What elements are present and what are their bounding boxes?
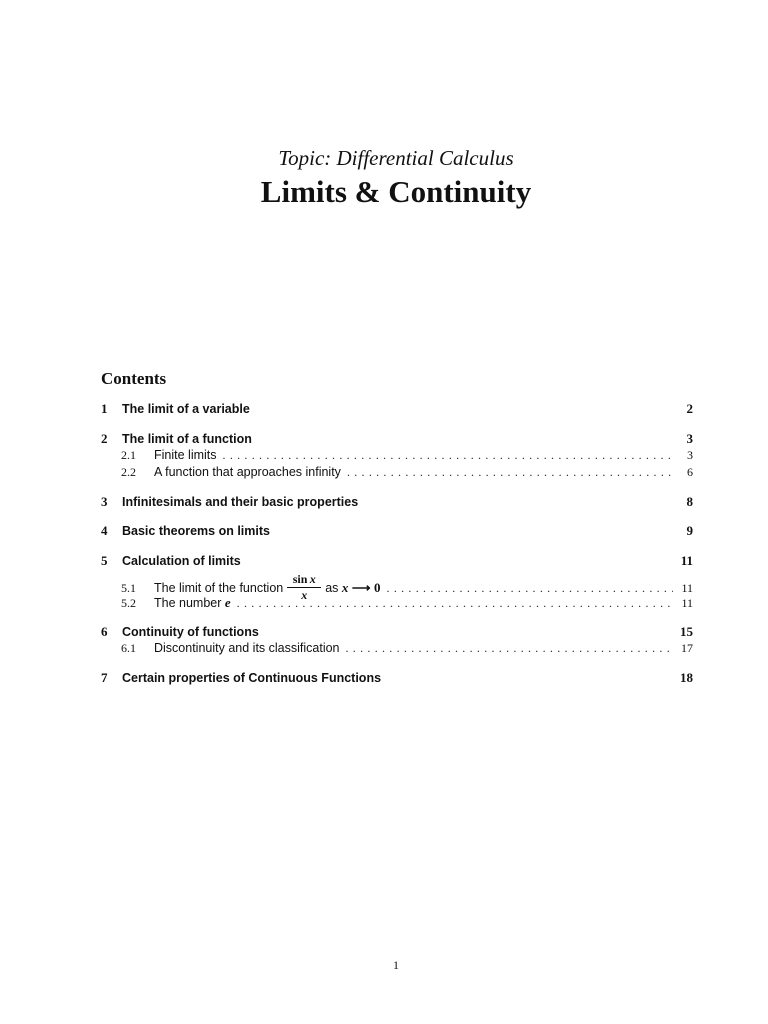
subsection-page: 6: [687, 465, 693, 479]
section-page: 3: [686, 431, 693, 446]
math-target: 0: [374, 579, 381, 595]
subsection-page: 11: [681, 580, 693, 595]
section-page: 18: [680, 670, 693, 685]
section-number: 1: [101, 401, 108, 416]
contents-heading: Contents: [101, 369, 167, 388]
subsection-page: 11: [681, 596, 693, 610]
toc-section-5[interactable]: [101, 553, 693, 571]
toc-section-1[interactable]: [101, 401, 693, 419]
section-page: 8: [686, 494, 693, 509]
section-number: 3: [101, 494, 108, 509]
section-title: Certain properties of Continuous Functions: [122, 671, 382, 685]
document-title: Limits & Continuity: [260, 174, 532, 209]
section-number: 2: [101, 431, 108, 446]
toc-subsection-6-1[interactable]: [121, 641, 693, 659]
subsection-title: A function that approaches infinity: [154, 465, 341, 479]
subsection-number: 5.1: [121, 580, 136, 595]
subsection-title: Finite limits: [154, 448, 217, 462]
toc-section-3[interactable]: [101, 494, 693, 512]
section-number: 6: [101, 624, 108, 639]
fraction-numerator-var: x: [309, 572, 316, 586]
dot-leader: [341, 465, 673, 480]
toc-section-2[interactable]: [101, 431, 693, 449]
page-number: 1: [393, 958, 399, 972]
section-page: 2: [686, 401, 693, 416]
toc-subsection-5-2[interactable]: [121, 595, 693, 613]
section-number: 4: [101, 523, 108, 538]
subsection-title: Discontinuity and its classification: [154, 641, 340, 655]
subsection-page: 17: [681, 641, 693, 655]
fraction-numerator-fn: sin: [292, 572, 308, 586]
dot-leader: [217, 448, 673, 463]
subsection-number: 2.1: [121, 448, 136, 462]
fraction-denominator: x: [301, 588, 308, 602]
section-title: The limit of a variable: [122, 402, 250, 416]
section-number: 5: [101, 553, 108, 568]
toc-subsection-2-1[interactable]: [121, 448, 693, 466]
topic-subtitle: Topic: Differential Calculus: [278, 146, 514, 170]
subsection-number: 2.2: [121, 465, 136, 479]
section-title: Basic theorems on limits: [122, 524, 270, 538]
math-variable: x: [341, 579, 349, 595]
toc-section-7[interactable]: [101, 670, 693, 688]
subsection-number: 6.1: [121, 641, 136, 655]
dot-leader: [340, 641, 674, 656]
subsection-title-prefix: The limit of the function: [154, 580, 284, 595]
subsection-title-mid: as: [325, 580, 339, 595]
section-number: 7: [101, 670, 108, 685]
subsection-title-prefix: The number: [154, 596, 222, 610]
section-page: 15: [680, 624, 693, 639]
toc-section-6[interactable]: [101, 624, 693, 642]
subsection-number: 5.2: [121, 596, 136, 610]
dot-leader: [381, 581, 673, 596]
arrow-icon: ⟶: [351, 579, 371, 595]
subsection-title: [154, 595, 231, 611]
toc-section-4[interactable]: [101, 523, 693, 541]
section-title: Calculation of limits: [122, 554, 241, 568]
section-page: 9: [686, 523, 693, 538]
section-page: 11: [680, 553, 693, 568]
subsection-page: 3: [687, 448, 693, 462]
toc-subsection-2-2[interactable]: [121, 465, 693, 483]
section-title: Infinitesimals and their basic properties: [122, 495, 359, 509]
toc-subsection-5-1[interactable]: [121, 572, 693, 602]
section-title: Continuity of functions: [122, 625, 259, 639]
section-title: The limit of a function: [122, 432, 252, 446]
math-variable: e: [224, 595, 231, 610]
dot-leader: [231, 596, 673, 611]
